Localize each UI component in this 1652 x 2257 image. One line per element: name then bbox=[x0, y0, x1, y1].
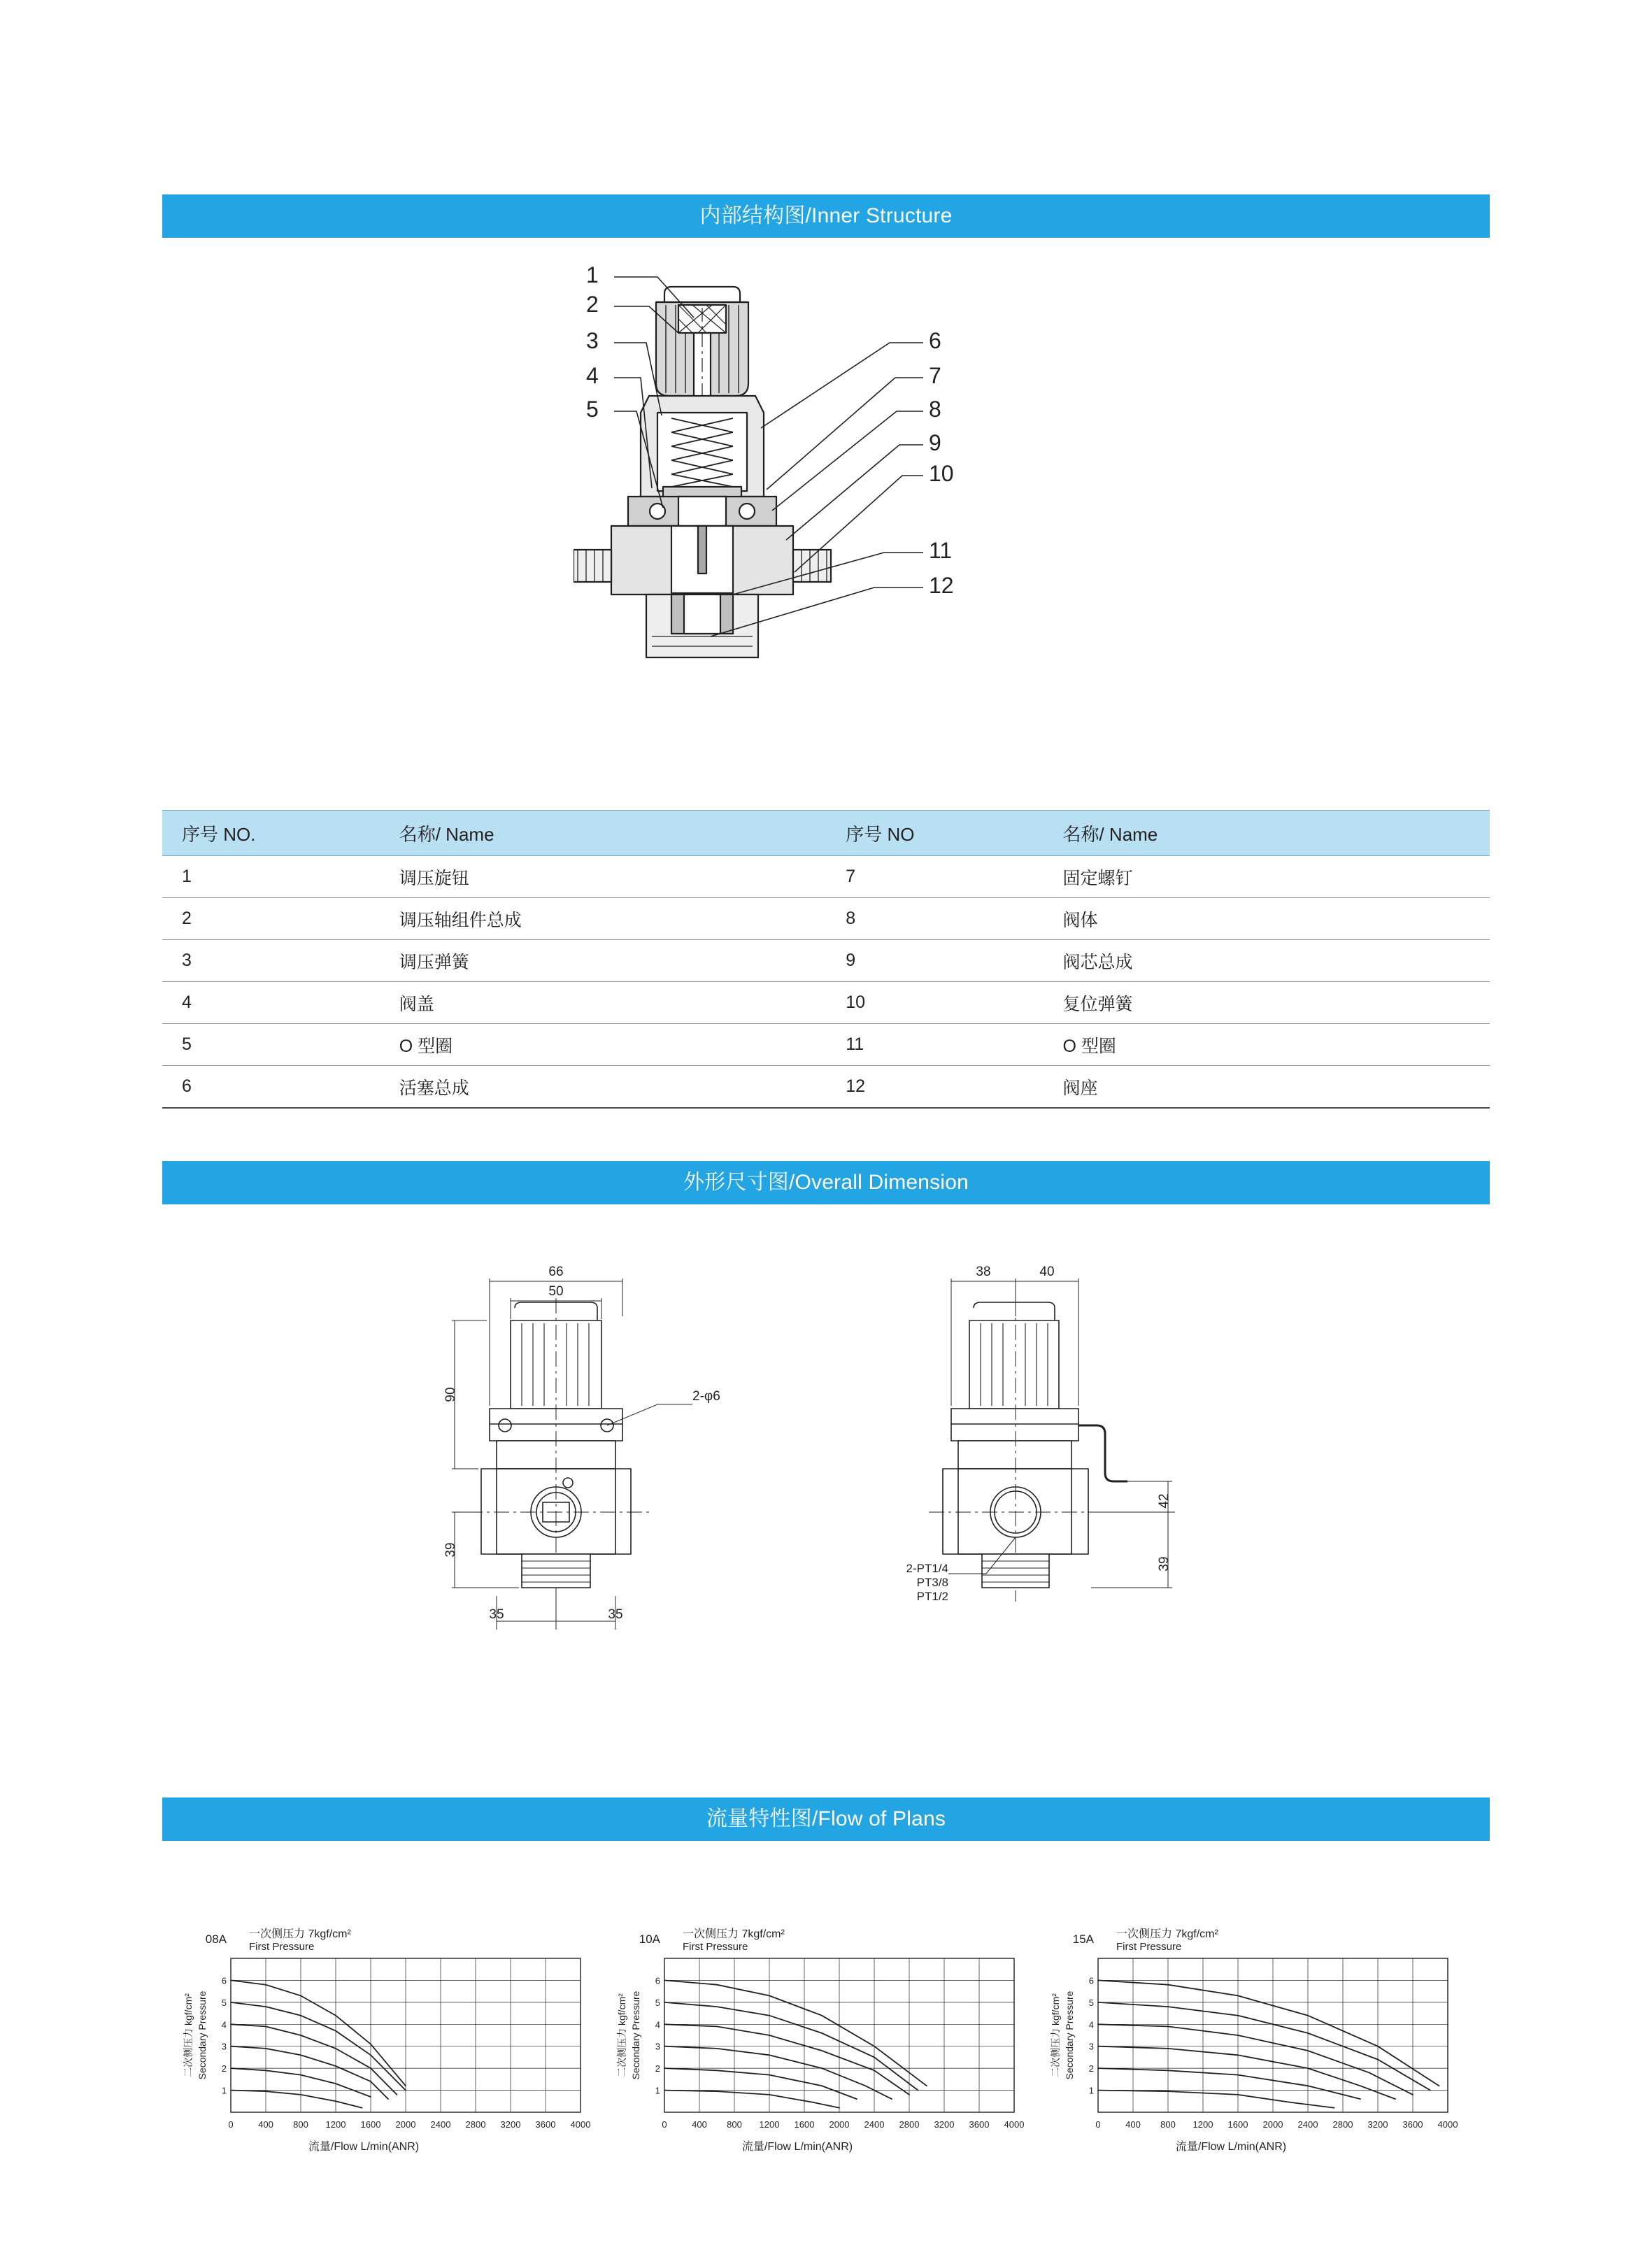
svg-text:流量/Flow L/min(ANR): 流量/Flow L/min(ANR) bbox=[741, 2141, 853, 2153]
svg-text:2800: 2800 bbox=[899, 2119, 920, 2130]
svg-text:3200: 3200 bbox=[500, 2119, 521, 2130]
section-header-inner-structure: 内部结构图/Inner Structure bbox=[162, 194, 1490, 238]
cell-no: 8 bbox=[826, 898, 1043, 940]
section-header-overall-dimension: 外形尺寸图/Overall Dimension bbox=[162, 1161, 1490, 1204]
callout-6: 6 bbox=[929, 328, 941, 353]
port-note-2: PT3/8 bbox=[916, 1576, 948, 1589]
cell-name: 固定螺钉 bbox=[1043, 856, 1490, 898]
svg-text:800: 800 bbox=[1160, 2119, 1176, 2130]
svg-text:1: 1 bbox=[655, 2085, 660, 2096]
size-label: 08A bbox=[205, 1932, 227, 1946]
dim-39-front: 39 bbox=[443, 1542, 458, 1558]
cell-name: 调压旋钮 bbox=[380, 856, 827, 898]
dim-38: 38 bbox=[976, 1265, 991, 1279]
svg-text:800: 800 bbox=[293, 2119, 308, 2130]
svg-text:1600: 1600 bbox=[360, 2119, 381, 2130]
inner-structure-drawing bbox=[574, 262, 1077, 783]
svg-text:3200: 3200 bbox=[1367, 2119, 1388, 2130]
cell-name: 活塞总成 bbox=[380, 1066, 827, 1109]
table-row bbox=[162, 982, 1490, 1024]
cell-name: 阀盖 bbox=[380, 982, 827, 1024]
svg-text:3: 3 bbox=[221, 2041, 227, 2052]
svg-text:Secondary Pressure: Secondary Pressure bbox=[1064, 1991, 1075, 2080]
flow-chart-svg-15A bbox=[1014, 1909, 1497, 2175]
callout-2: 2 bbox=[586, 292, 599, 317]
cell-no: 5 bbox=[162, 1024, 380, 1066]
callout-1: 1 bbox=[586, 262, 599, 287]
svg-text:4: 4 bbox=[1088, 2019, 1094, 2030]
port-note-1: 2-PT1/4 bbox=[906, 1562, 948, 1575]
svg-text:2: 2 bbox=[1088, 2063, 1094, 2074]
section-header-flow-of-plans: 流量特性图/Flow of Plans bbox=[162, 1797, 1490, 1841]
table-row bbox=[162, 1024, 1490, 1066]
cell-name: 调压弹簧 bbox=[380, 940, 827, 982]
callout-10: 10 bbox=[929, 461, 954, 486]
svg-text:流量/Flow L/min(ANR): 流量/Flow L/min(ANR) bbox=[308, 2141, 420, 2153]
cell-name: 调压轴组件总成 bbox=[380, 898, 827, 940]
dim-39-side: 39 bbox=[1157, 1556, 1172, 1572]
svg-text:2400: 2400 bbox=[864, 2119, 885, 2130]
svg-text:5: 5 bbox=[221, 1997, 227, 2008]
svg-text:6: 6 bbox=[655, 1975, 660, 1986]
callout-7: 7 bbox=[929, 363, 941, 388]
svg-text:1: 1 bbox=[1088, 2085, 1094, 2096]
cell-no: 3 bbox=[162, 940, 380, 982]
size-label: 10A bbox=[639, 1932, 660, 1946]
series-4-kgf-cm- bbox=[1098, 2024, 1413, 2095]
svg-text:400: 400 bbox=[692, 2119, 707, 2130]
svg-text:3600: 3600 bbox=[969, 2119, 990, 2130]
dim-40: 40 bbox=[1039, 1265, 1055, 1279]
cell-name: O 型圈 bbox=[380, 1024, 827, 1066]
svg-text:4000: 4000 bbox=[1437, 2119, 1458, 2130]
svg-text:2: 2 bbox=[221, 2063, 227, 2074]
cell-no: 12 bbox=[826, 1066, 1043, 1109]
parts-table bbox=[162, 810, 1490, 1109]
cell-no: 4 bbox=[162, 982, 380, 1024]
series-1-kgf-cm- bbox=[664, 2091, 839, 2108]
dimension-side-view bbox=[881, 1238, 1273, 1728]
dim-35-left: 35 bbox=[489, 1607, 504, 1622]
dim-42: 42 bbox=[1157, 1493, 1172, 1509]
svg-text:3: 3 bbox=[1088, 2041, 1094, 2052]
svg-text:400: 400 bbox=[1125, 2119, 1141, 2130]
dim-90: 90 bbox=[443, 1387, 458, 1402]
svg-text:Secondary Pressure: Secondary Pressure bbox=[630, 1991, 641, 2080]
table-row bbox=[162, 1066, 1490, 1109]
svg-text:二次侧压力 kgf/cm²: 二次侧压力 kgf/cm² bbox=[1050, 1993, 1061, 2077]
cell-no: 6 bbox=[162, 1066, 380, 1109]
flow-chart-10a bbox=[581, 1909, 1063, 2179]
chart-subtitle: First Pressure bbox=[1116, 1941, 1182, 1953]
port-note-3: PT1/2 bbox=[916, 1590, 948, 1603]
flow-chart-08a bbox=[147, 1909, 629, 2179]
svg-text:0: 0 bbox=[1095, 2119, 1101, 2130]
size-label: 15A bbox=[1072, 1932, 1094, 1946]
col-header-name-1: 名称/ Name bbox=[380, 811, 827, 856]
series-1-kgf-cm- bbox=[1098, 2091, 1334, 2108]
dim-2-phi-6: 2-φ6 bbox=[692, 1389, 720, 1404]
svg-text:0: 0 bbox=[662, 2119, 667, 2130]
svg-text:800: 800 bbox=[727, 2119, 742, 2130]
svg-text:4: 4 bbox=[655, 2019, 660, 2030]
svg-text:1200: 1200 bbox=[1192, 2119, 1213, 2130]
svg-text:1200: 1200 bbox=[759, 2119, 780, 2130]
svg-text:二次侧压力 kgf/cm²: 二次侧压力 kgf/cm² bbox=[183, 1993, 194, 2077]
flow-chart-svg-10A bbox=[581, 1909, 1063, 2175]
svg-text:6: 6 bbox=[221, 1975, 227, 1986]
svg-text:2000: 2000 bbox=[395, 2119, 416, 2130]
callout-3: 3 bbox=[586, 328, 599, 353]
table-row bbox=[162, 856, 1490, 898]
cell-no: 1 bbox=[162, 856, 380, 898]
cell-no: 11 bbox=[826, 1024, 1043, 1066]
svg-text:400: 400 bbox=[258, 2119, 273, 2130]
cell-no: 2 bbox=[162, 898, 380, 940]
svg-text:4: 4 bbox=[221, 2019, 227, 2030]
svg-text:0: 0 bbox=[228, 2119, 234, 2130]
svg-text:6: 6 bbox=[1088, 1975, 1094, 1986]
svg-text:2: 2 bbox=[655, 2063, 660, 2074]
cell-no: 9 bbox=[826, 940, 1043, 982]
dim-50: 50 bbox=[548, 1284, 564, 1299]
dimension-front-view bbox=[392, 1238, 783, 1728]
side-view-svg bbox=[881, 1238, 1273, 1728]
callout-12: 12 bbox=[929, 573, 954, 598]
cell-name: 复位弹簧 bbox=[1043, 982, 1490, 1024]
cell-name: O 型圈 bbox=[1043, 1024, 1490, 1066]
svg-text:Secondary Pressure: Secondary Pressure bbox=[197, 1991, 208, 2080]
svg-text:流量/Flow L/min(ANR): 流量/Flow L/min(ANR) bbox=[1175, 2141, 1287, 2153]
chart-title: 一次侧压力 7kgf/cm² bbox=[1116, 1928, 1218, 1940]
callout-4: 4 bbox=[586, 363, 599, 388]
svg-text:2000: 2000 bbox=[829, 2119, 850, 2130]
table-header-row bbox=[162, 811, 1490, 856]
svg-text:1600: 1600 bbox=[1227, 2119, 1248, 2130]
cell-name: 阀芯总成 bbox=[1043, 940, 1490, 982]
col-header-name-2: 名称/ Name bbox=[1043, 811, 1490, 856]
col-header-no-1: 序号 NO. bbox=[162, 811, 380, 856]
svg-text:2400: 2400 bbox=[430, 2119, 451, 2130]
svg-text:二次侧压力 kgf/cm²: 二次侧压力 kgf/cm² bbox=[616, 1993, 627, 2077]
svg-text:1: 1 bbox=[221, 2085, 227, 2096]
callout-5: 5 bbox=[586, 397, 599, 422]
chart-title: 一次侧压力 7kgf/cm² bbox=[683, 1928, 785, 1940]
col-header-no-2: 序号 NO bbox=[826, 811, 1043, 856]
cell-no: 7 bbox=[826, 856, 1043, 898]
svg-text:3600: 3600 bbox=[535, 2119, 556, 2130]
cell-no: 10 bbox=[826, 982, 1043, 1024]
flow-chart-15a bbox=[1014, 1909, 1497, 2179]
regulator-cutaway-svg bbox=[574, 266, 1077, 783]
chart-subtitle: First Pressure bbox=[249, 1941, 315, 1953]
svg-text:4000: 4000 bbox=[1004, 2119, 1025, 2130]
svg-text:2800: 2800 bbox=[465, 2119, 486, 2130]
svg-text:3600: 3600 bbox=[1402, 2119, 1423, 2130]
callout-11: 11 bbox=[929, 538, 953, 563]
svg-text:3200: 3200 bbox=[934, 2119, 955, 2130]
series-1-kgf-cm- bbox=[231, 2091, 362, 2108]
callout-9: 9 bbox=[929, 430, 941, 455]
cell-name: 阀座 bbox=[1043, 1066, 1490, 1109]
chart-title: 一次侧压力 7kgf/cm² bbox=[249, 1928, 351, 1940]
svg-text:4000: 4000 bbox=[570, 2119, 591, 2130]
svg-text:2800: 2800 bbox=[1332, 2119, 1353, 2130]
dim-35-right: 35 bbox=[608, 1607, 623, 1622]
chart-subtitle: First Pressure bbox=[683, 1941, 748, 1953]
callout-8: 8 bbox=[929, 397, 941, 422]
svg-text:3: 3 bbox=[655, 2041, 660, 2052]
svg-text:2000: 2000 bbox=[1262, 2119, 1283, 2130]
front-view-svg bbox=[392, 1238, 783, 1728]
svg-text:1200: 1200 bbox=[325, 2119, 346, 2130]
svg-text:5: 5 bbox=[655, 1997, 660, 2008]
flow-chart-svg-08A bbox=[147, 1909, 629, 2175]
svg-text:1600: 1600 bbox=[794, 2119, 815, 2130]
svg-text:5: 5 bbox=[1088, 1997, 1094, 2008]
cell-name: 阀体 bbox=[1043, 898, 1490, 940]
table-row bbox=[162, 940, 1490, 982]
table-row bbox=[162, 898, 1490, 940]
dim-66: 66 bbox=[548, 1265, 564, 1279]
svg-text:2400: 2400 bbox=[1297, 2119, 1318, 2130]
